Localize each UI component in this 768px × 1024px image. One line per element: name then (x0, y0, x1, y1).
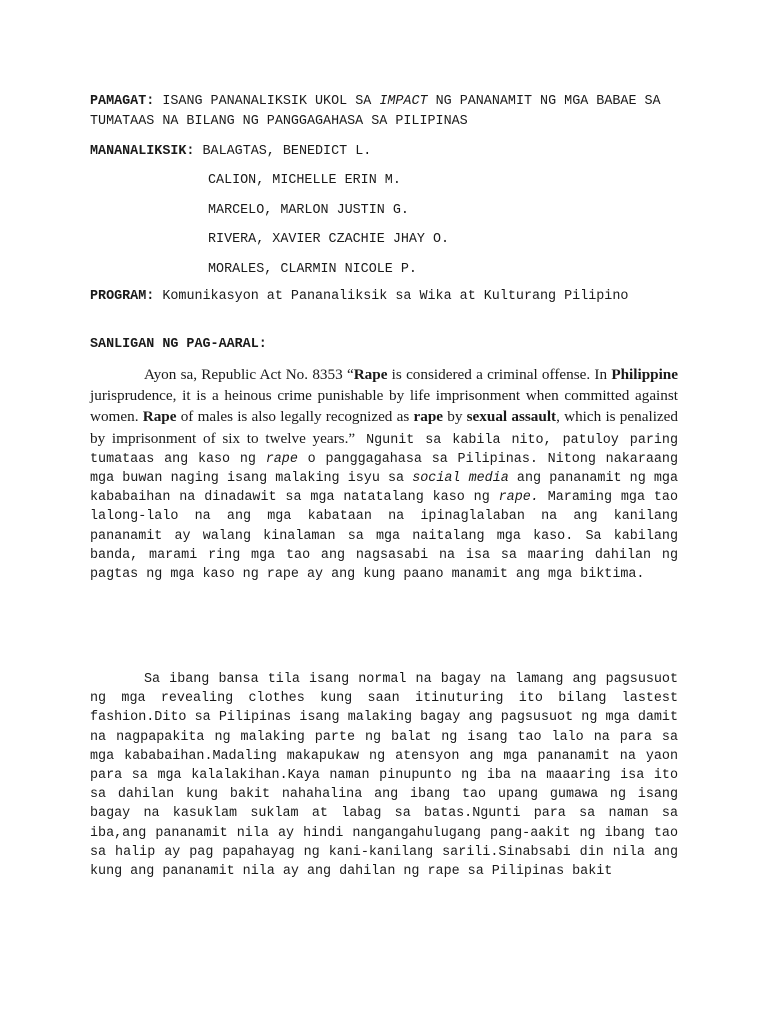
title-block (90, 92, 678, 131)
p1-bold-5: sexual assault (466, 408, 557, 426)
p1-text-2: is considered a criminal offense. In (387, 366, 612, 383)
p1-italic-1: rape (265, 451, 298, 467)
p1-italic-2: social media (412, 471, 509, 487)
sanligan-heading (90, 335, 678, 355)
p1-text-5: by (443, 408, 467, 426)
author-4: RIVERA, XAVIER CZACHIE JHAY O. (208, 232, 450, 247)
author-list (208, 171, 449, 289)
title-text-part2: NG PANANAMIT NG MGA BABAE SA TUMATAAS NA BILANG NG PANGGAGAHASA SA PILIPINAS (90, 94, 661, 129)
program-line (90, 287, 678, 307)
mananaliksik-line (90, 142, 678, 162)
p1-italic-3: rape. (498, 490, 539, 506)
p1-mono-3: ang pananamit ng mga kababaihan na dinadawit sa mga natatalang kaso ng (90, 471, 678, 506)
p2-text: Sa ibang bansa tila isang normal na bagay na lamang ang pagsusuot ng mga revealing clothes kung saan itinuturing ito bilang lastest fashion.Dito sa Pilipinas isang malaking bagay ang pagsusuot ng mga damit na nagpapakita ng malaking parte ng balat ng isang tao lalo na para sa mga kababaihan.Madaling makapukaw ng atensyon ang mga pananamit na yaon para sa mga kalalakihan.Kaya naman pinupunto ng iba na maaaring isa ito sa dahilan kung bakit nahahalina ang ibang tao upang gumawa ng isang bagay na kasuklam suklam at labag sa batas.Ngunti para sa naman sa iba,ang pananamit nila ay hindi nangangahulugang pang-aakit ng ibang tao sa halip ay pag papahayag ng kani-kanilang sarili.Sinabsabi din nila ang kung ang pananamit nila ay ang dahilan ng rape sa Pilipinas bakit (90, 672, 678, 880)
p1-bold-3: Rape (142, 408, 177, 426)
sanligan-label: SANLIGAN NG PAG-AARAL: (90, 337, 267, 352)
program-label: PROGRAM: (90, 289, 155, 304)
paragraph-2 (90, 670, 678, 881)
program-value: Komunikasyon at Pananaliksik sa Wika at Kulturang Pilipino (162, 289, 629, 304)
p1-bold-2: Philippine (611, 366, 678, 383)
p1-text-3: jurisprudence, it is a heinous crime punishable by life imprisonment when committed against women. (90, 387, 678, 426)
p1-text-1: Ayon sa, Republic Act No. 8353 “ (144, 366, 354, 383)
author-3: MARCELO, MARLON JUSTIN G. (208, 202, 409, 218)
p1-mono-4: Maraming mga tao lalong-lalo na ang mga kabataan na ipinaglalaban na ang kanilang pananamit ay walang kinalaman sa mga naitalang mga kaso. Sa kabilang banda, marami ring mga tao ang nagsasabi na isa sa maaring dahilan ng pagtas ng mga kaso ng rape ay ang kung paano manamit ang mga biktima. (90, 490, 679, 583)
mananaliksik-label: MANANALIKSIK: (90, 144, 195, 159)
title-italic-word: IMPACT (379, 94, 428, 109)
p1-mono-1: Ngunit sa kabila nito, patuloy paring tumataas ang kaso ng (90, 432, 679, 467)
author-1: BALAGTAS, BENEDICT L. (202, 144, 372, 159)
p1-mono-2: o panggagahasa sa Pilipinas. Nitong nakaraang mga buwan naging isang malaking isyu sa (90, 451, 678, 487)
author-5: MORALES, CLARMIN NICOLE P. (208, 261, 417, 277)
p1-text-4: of males is also legally recognized as (176, 408, 414, 426)
paragraph-1 (90, 365, 678, 584)
pamagat-label: PAMAGAT: (90, 94, 155, 109)
p1-bold-1: Rape (353, 366, 388, 383)
author-2: CALION, MICHELLE ERIN M. (208, 173, 401, 188)
p1-bold-4: rape (413, 408, 444, 426)
p1-text-6: , which is penalized by imprisonment of six to twelve years.” (90, 408, 678, 447)
title-text-part1: ISANG PANANALIKSIK UKOL SA (162, 94, 372, 109)
